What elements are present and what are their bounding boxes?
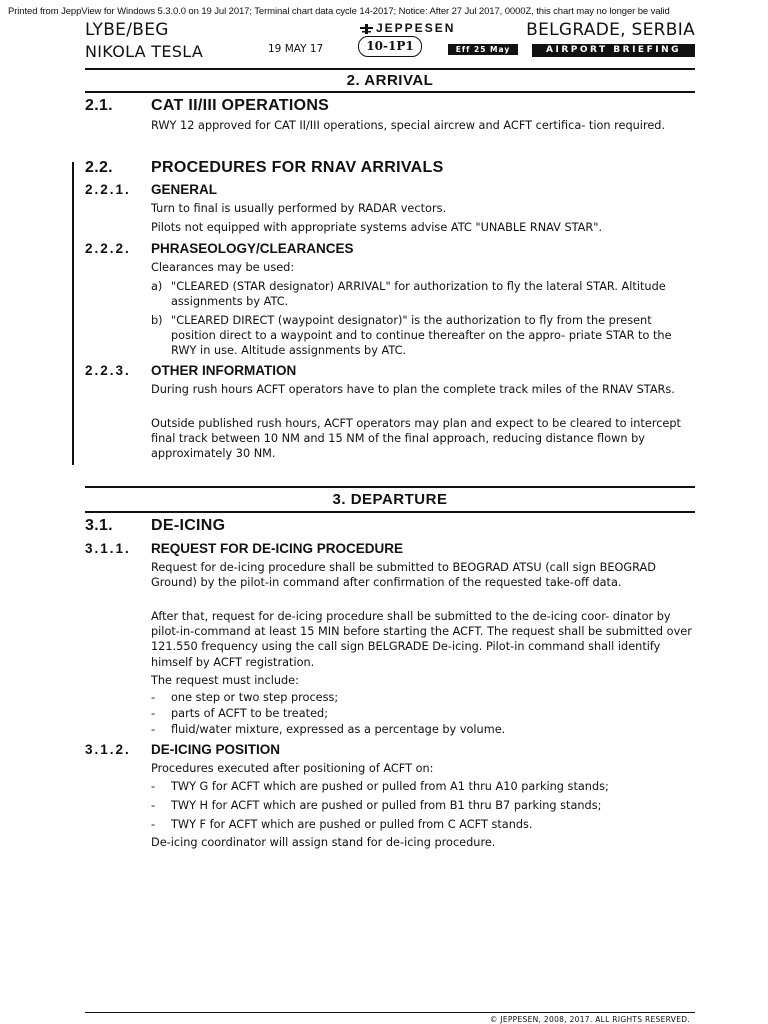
- heading-cat-operations: [0, 97, 768, 117]
- heading-number: 3.1.1.: [85, 541, 131, 556]
- list-marker: -: [151, 707, 156, 720]
- list-marker: -: [151, 799, 156, 812]
- heading-title: DE-ICING: [151, 517, 226, 534]
- section-rule: [85, 91, 695, 93]
- paragraph: Outside published rush hours, ACFT operators may plan and expect to be cleared to intercept final track between 10 NM and 15 NM of the final approach, reducing distance flown by approximately 30 NM.: [151, 417, 681, 461]
- list-text: "CLEARED DIRECT (waypoint designator)" is the authorization to fly from the present position direct to a waypoint and to continue thereafter on the appro- priate STAR to the RWY in use. Altitude assignments by ATC.: [171, 314, 672, 358]
- list-item: [151, 279, 696, 309]
- chart-number: 10-1P1: [358, 36, 422, 57]
- list-marker: -: [151, 691, 156, 704]
- list-text: fluid/water mixture, expressed as a percentage by volume.: [171, 723, 506, 736]
- paragraph: Procedures executed after positioning of ACFT on:: [151, 762, 434, 775]
- heading-title: CAT II/III OPERATIONS: [151, 97, 330, 114]
- list-item: [151, 722, 696, 737]
- heading-title: GENERAL: [151, 182, 218, 197]
- heading-title: REQUEST FOR DE-ICING PROCEDURE: [151, 541, 404, 556]
- heading-number: 2.2.2.: [85, 241, 131, 256]
- heading-title: PROCEDURES FOR RNAV ARRIVALS: [151, 159, 444, 176]
- section-rule: [85, 511, 695, 513]
- jeppesen-logo: [360, 21, 455, 35]
- revision-date: 19 MAY 17: [268, 43, 324, 55]
- paragraph: During rush hours ACFT operators have to plan the complete track miles of the RNAV STARs.: [151, 383, 675, 396]
- section-title-departure: 3. DEPARTURE: [332, 491, 448, 508]
- list-text: TWY G for ACFT which are pushed or pulled from A1 thru A10 parking stands;: [171, 780, 609, 793]
- list-marker: -: [151, 723, 156, 736]
- heading-de-icing: [0, 517, 768, 537]
- effective-date-badge: Eff 25 May: [448, 44, 518, 55]
- section-rule: [85, 486, 695, 488]
- list-text: TWY F for ACFT which are pushed or pulled from C ACFT stands.: [171, 818, 533, 831]
- airport-codes: LYBE/BEG: [85, 20, 169, 40]
- list-marker: -: [151, 818, 156, 831]
- heading-phraseology: [0, 241, 768, 259]
- paragraph: De-icing coordinator will assign stand for de-icing procedure.: [151, 836, 496, 849]
- list-marker: a): [151, 280, 163, 293]
- heading-title: OTHER INFORMATION: [151, 363, 297, 378]
- list-item: [151, 313, 696, 359]
- paragraph: The request must include:: [151, 674, 299, 687]
- heading-number: 2.2.1.: [85, 182, 131, 197]
- list-marker: b): [151, 314, 163, 327]
- heading-rnav-arrivals: [0, 159, 768, 179]
- brand-name: JEPPESEN: [376, 21, 456, 35]
- list-text: parts of ACFT to be treated;: [171, 707, 329, 720]
- list-item: [151, 798, 696, 813]
- paragraph: After that, request for de-icing procedure shall be submitted to the de-icing coor- dinator by pilot-in-command at least 15 MIN before starting the ACFT. The request shall be submitted over 121.550 frequency using the call sign BELGRADE De-icing. Pilot-in command shall identify himself by ACFT registration.: [151, 610, 692, 669]
- copyright-notice: © JEPPESEN, 2008, 2017. ALL RIGHTS RESERVED.: [489, 1015, 690, 1024]
- print-notice: Printed from JeppView for Windows 5.3.0.0 on 19 Jul 2017; Terminal chart data cycle 14-2017; Notice: After 27 Jul 2017, 0000Z, this chart may no longer be valid: [8, 6, 670, 17]
- chart-header: [85, 20, 695, 62]
- jeppesen-mark-icon: [360, 24, 373, 34]
- paragraph: Clearances may be used:: [151, 261, 295, 274]
- footer-rule: [85, 1012, 695, 1013]
- list-item: [151, 779, 696, 794]
- list-marker: -: [151, 780, 156, 793]
- heading-title: DE-ICING POSITION: [151, 742, 281, 757]
- section-title-arrival: 2. ARRIVAL: [346, 72, 434, 89]
- paragraph: RWY 12 approved for CAT II/III operations, special aircrew and ACFT certifica- tion required.: [151, 119, 666, 132]
- heading-de-icing-position: [0, 742, 768, 760]
- heading-title: PHRASEOLOGY/CLEARANCES: [151, 241, 354, 256]
- heading-number: 2.1.: [85, 97, 113, 114]
- heading-general: [0, 182, 768, 200]
- chart-type-banner: AIRPORT BRIEFING: [532, 44, 695, 57]
- list-item: [151, 690, 696, 705]
- heading-request-de-icing: [0, 541, 768, 559]
- list-item: [151, 817, 696, 832]
- list-text: "CLEARED (STAR designator) ARRIVAL" for authorization to fly the lateral STAR. Altitude assignments by ATC.: [171, 280, 666, 309]
- paragraph: Pilots not equipped with appropriate systems advise ATC "UNABLE RNAV STAR".: [151, 221, 603, 234]
- city-country: BELGRADE, SERBIA: [526, 20, 695, 40]
- list-text: TWY H for ACFT which are pushed or pulled from B1 thru B7 parking stands;: [171, 799, 602, 812]
- heading-other-information: [0, 363, 768, 381]
- heading-number: 2.2.3.: [85, 363, 131, 378]
- section-rule: [85, 68, 695, 70]
- change-bar: [72, 162, 74, 465]
- heading-number: 2.2.: [85, 159, 113, 176]
- list-text: one step or two step process;: [171, 691, 339, 704]
- list-item: [151, 706, 696, 721]
- paragraph: Turn to final is usually performed by RADAR vectors.: [151, 202, 447, 215]
- heading-number: 3.1.: [85, 517, 113, 534]
- paragraph: Request for de-icing procedure shall be submitted to BEOGRAD ATSU (call sign BEOGRAD Ground) by the pilot-in command after confirmation of the requested take-off data.: [151, 561, 656, 590]
- heading-number: 3.1.2.: [85, 742, 131, 757]
- airport-name: NIKOLA TESLA: [85, 42, 204, 61]
